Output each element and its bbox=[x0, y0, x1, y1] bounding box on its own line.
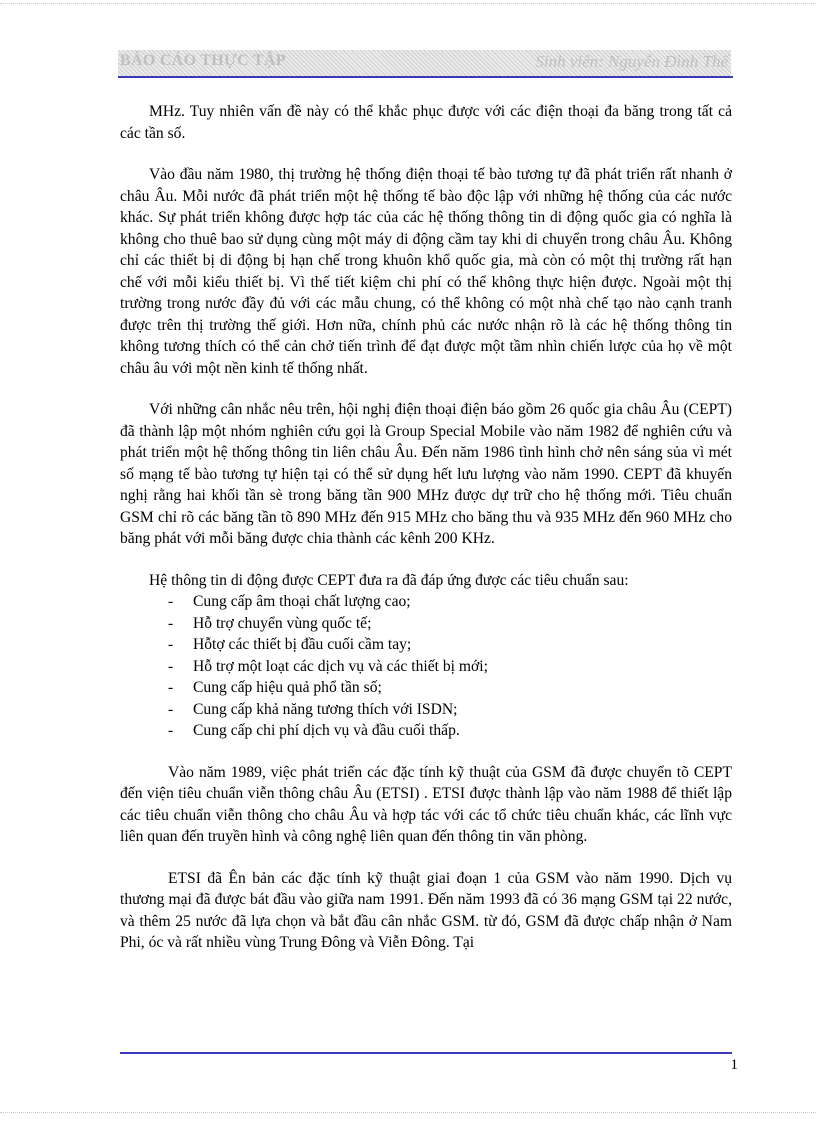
top-dotted-border bbox=[0, 3, 816, 4]
header-student-name: Sinh viên: Nguyễn Đình Thế bbox=[535, 52, 728, 71]
paragraph: MHz. Tuy nhiên vấn đề này có thể khắc phục được với các điện thoại đa băng trong tất cả các tần số. bbox=[120, 103, 732, 142]
list-item bbox=[168, 656, 732, 678]
list-item-text: Cung cấp hiệu quả phổ tần số; bbox=[193, 679, 382, 696]
paragraph: Vào đầu năm 1980, thị trường hệ thống điện thoại tế bào tương tự đã phát triển rất nhanh ở châu Âu. Mỗi nước đã phát triển một hệ thống tế bào độc lập với những hệ thống của các nước khác. Sự phát triển không được hợp tác của các hệ thống thông tin di động quốc gia có nghĩa là không cho thuê bao sử dụng cùng một máy di động cầm tay khi di chuyển trong châu Âu. Không chỉ các thiết bị di động bị hạn chế trong khuôn khổ quốc gia, mà còn có một thị trường rất hạn chế với mỗi kiểu thiết bị. Vì thế tiết kiệm chi phí có thể không thực hiện được. Ngoài một thị trường trong nước đầy đủ với các mẫu chung, có thể không có một nhà chế tạo nào cạnh tranh được trên thị trường thế giới. Hơn nữa, chính phủ các nước nhận rõ là các hệ thống thông tin không tương thích có thể cản chở tiến trình để đạt được một tầm nhìn chiến lược của họ về một châu âu với một nền kinh tế thống nhất. bbox=[120, 166, 732, 377]
bottom-dotted-border bbox=[0, 1112, 816, 1113]
paragraph: Vào năm 1989, việc phát triển các đặc tính kỹ thuật của GSM đã được chuyển tõ CEPT đến viện tiêu chuẩn viễn thông châu Âu (ETSI) . ETSI được thành lập vào năm 1988 để thiết lập các tiêu chuẩn viễn thông cho châu Âu và hợp tác với các tổ chức tiêu chuẩn khác, các lĩnh vực liên quan đến truyền hình và công nghệ liên quan đến thông tin văn phòng. bbox=[120, 763, 732, 845]
list-item bbox=[168, 634, 732, 656]
requirements-list bbox=[120, 591, 732, 742]
footer-rule bbox=[120, 1052, 732, 1054]
list-item-text: Cung cấp khả năng tương thích với ISDN; bbox=[193, 700, 458, 718]
list-item bbox=[168, 613, 732, 635]
list-item bbox=[168, 720, 732, 742]
list-item-text: Hỗ trợ chuyển vùng quốc tế; bbox=[193, 614, 372, 632]
list-dash: - bbox=[168, 679, 174, 696]
list-intro: Hệ thông tin di động được CEPT đưa ra đã đáp ứng được các tiêu chuẩn sau: bbox=[149, 571, 629, 589]
list-dash: - bbox=[168, 636, 174, 653]
list-item bbox=[168, 677, 732, 699]
header-title: BÁO CÁO THỰC TẬP bbox=[120, 52, 286, 69]
document-body bbox=[120, 101, 732, 974]
list-item bbox=[168, 591, 732, 613]
header-rule bbox=[118, 76, 733, 78]
list-dash: - bbox=[168, 657, 174, 675]
list-dash: - bbox=[168, 593, 174, 610]
list-item bbox=[168, 699, 732, 721]
paragraph: ETSI đã Ên bản các đặc tính kỹ thuật giai đoạn 1 của GSM vào năm 1990. Dịch vụ thương mại đã được bát đầu vào giữa nam 1991. Đến năm 1993 đã có 36 mạng GSM tại 22 nước, và thêm 25 nước đã lựa chọn và bắt đầu cân nhắc GSM. từ đó, GSM đã được chấp nhận ở Nam Phi, óc và rất nhiều vùng Trung Đông và Viễn Đông. Tại bbox=[120, 869, 732, 951]
list-item-text: Cung cấp chi phí dịch vụ và đầu cuối thấp. bbox=[193, 722, 460, 739]
page-number: 1 bbox=[730, 1057, 738, 1073]
paragraph: Với những cân nhắc nêu trên, hội nghị điện thoại điện báo gồm 26 quốc gia châu Âu (CEPT) đã thành lập một nhóm nghiên cứu gọi là Group Special Mobile vào năm 1982 để nghiên cứu và phát triển một hệ thống thông tin liên châu Âu. Đến năm 1986 tình hình chở nên sáng sủa vì mét số mạng tế bào tương tự hiện tại có thể sử dụng hết lưu lượng vào năm 1990. CEPT đã khuyến nghị rằng hai khối tần sè trong băng tần 900 MHz được dự trữ cho hệ thống mới. Tiêu chuẩn GSM chỉ rõ các băng tần tõ 890 MHz đến 915 MHz cho băng thu và 935 MHz đến 960 MHz cho băng phát với mỗi băng được chia thành các kênh 200 KHz. bbox=[120, 401, 732, 547]
list-item-text: Hỗ trợ một loạt các dịch vụ và các thiết bị mới; bbox=[193, 657, 488, 675]
list-dash: - bbox=[168, 722, 174, 739]
list-dash: - bbox=[168, 614, 174, 632]
list-item-text: Hỗtợ các thiết bị đầu cuối cầm tay; bbox=[193, 636, 412, 653]
list-item-text: Cung cấp âm thoại chất lượng cao; bbox=[193, 593, 411, 610]
list-dash: - bbox=[168, 700, 174, 718]
